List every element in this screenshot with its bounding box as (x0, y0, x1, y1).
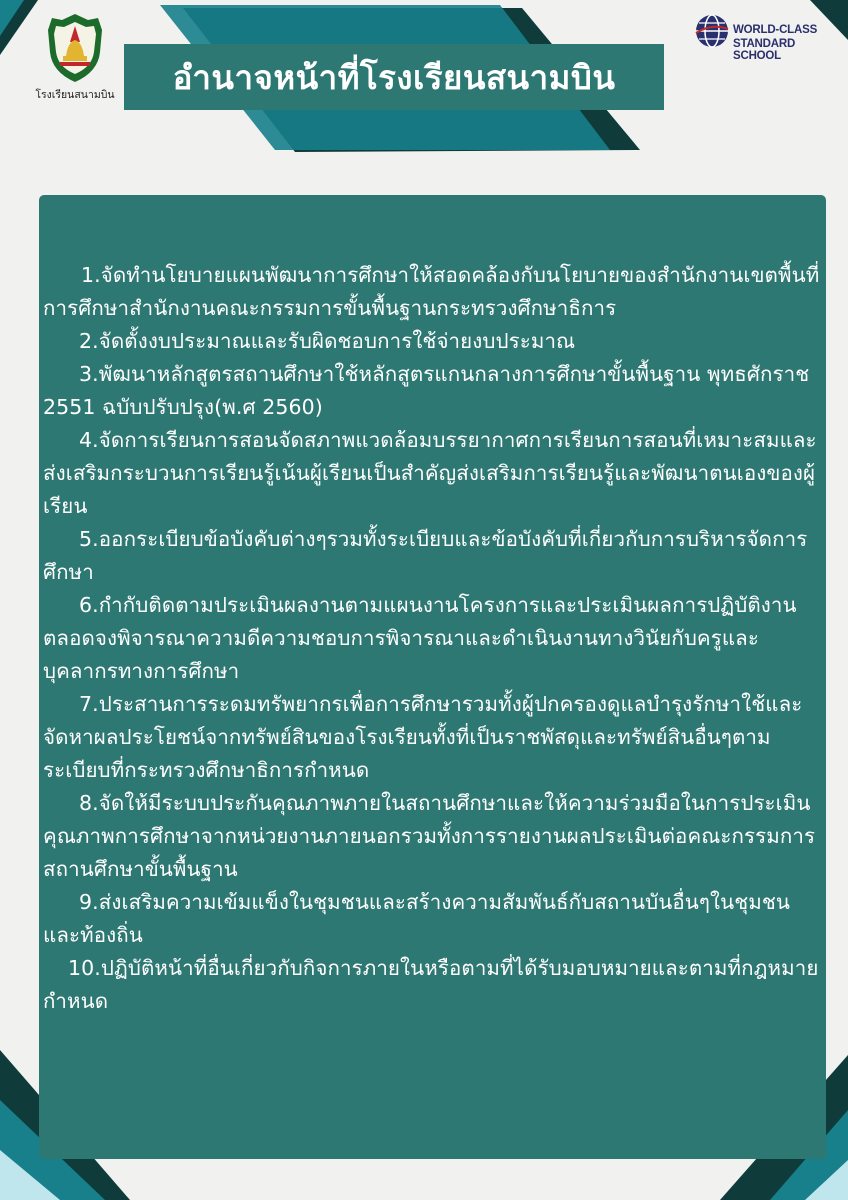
school-logo (30, 12, 120, 112)
duty-text: จัดทำนโยบายแผนพัฒนาการศึกษาให้สอดคล้องกับนโยบายของสำนักงานเขตพื้นที่การศึกษาสำนักงานคณะกรรมการขั้นพื้นฐานกระทรวงศึกษาธิการ (43, 263, 820, 320)
duty-item (43, 688, 820, 787)
duty-number: 9. (79, 890, 99, 914)
duty-text: จัดการเรียนการสอนจัดสภาพแวดล้อมบรรยากาศการเรียนการสอนที่เหมาะสมและส่งเสริมกระบวนการเรียนรู้เน้นผู้เรียนเป็นสำคัญส่งเสริมการเรียนรู้และพัฒนาตนเองของผู้เรียน (43, 428, 817, 518)
duty-item (43, 886, 820, 952)
world-class-standard-logo (694, 12, 834, 64)
duty-item (43, 523, 820, 589)
duty-text: ออกระเบียบข้อบังคับต่างๆรวมทั้งระเบียบและข้อบังคับที่เกี่ยวกับการบริหารจัดการศึกษา (43, 527, 808, 584)
duty-number: 1. (81, 263, 101, 287)
duty-text: จัดตั้งงบประมาณและรับผิดชอบการใช้จ่ายงบประมาณ (98, 329, 576, 353)
duty-text: ส่งเสริมความเข้มแข็งในชุมชนและสร้างความสัมพันธ์กับสถานบันอื่นๆในชุมชนและท้องถิ่น (43, 890, 790, 947)
page-title: อำนาจหน้าที่โรงเรียนสนามบิน (172, 57, 616, 97)
school-logo-caption: โรงเรียนสนามบิน (35, 89, 115, 101)
duty-number: 5. (79, 527, 99, 551)
duty-item (43, 325, 820, 358)
duty-number: 2. (79, 329, 99, 353)
duty-number: 7. (79, 692, 99, 716)
duty-item (43, 358, 820, 424)
duties-panel (39, 195, 826, 1159)
duty-text: จัดให้มีระบบประกันคุณภาพภายในสถานศึกษาและให้ความร่วมมือในการประเมินคุณภาพการศึกษาจากหน่วยงานภายนอกรวมทั้งการรายงานผลประเมินต่อคณะกรรมการสถานศึกษาขั้นพื้นฐาน (43, 791, 816, 881)
duty-number: 6. (79, 593, 99, 617)
duty-number: 4. (79, 428, 99, 452)
duty-text: กำกับติดตามประเมินผลงานตามแผนงานโครงการและประเมินผลการปฏิบัติงานตลอดจงพิจารณาความดีความชอบการพิจารณาและดำเนินงานทางวินัยกับครูและบุคลากรทางการศึกษา (43, 593, 797, 683)
partner-logo-line1: WORLD-CLASS (733, 24, 818, 36)
duty-text: พัฒนาหลักสูตรสถานศึกษาใช้หลักสูตรแกนกลางการศึกษาขั้นพื้นฐาน พุทธศักราช 2551 ฉบับปรับปรุง(พ.ศ 2560) (43, 362, 810, 419)
duty-item (43, 589, 820, 688)
title-banner (124, 44, 664, 110)
school-emblem-icon (46, 12, 104, 84)
duty-number: 3. (79, 362, 99, 386)
duty-text: ประสานการระดมทรัพยากรเพื่อการศึกษารวมทั้งผู้ปกครองดูแลบำรุงรักษาใช้และจัดหาผลประโยชน์จากทรัพย์สินของโรงเรียนทั้งที่เป็นราชพัสดุและทรัพย์สินอื่นๆตามระเบียบที่กระทรวงศึกษาธิการกำหนด (43, 692, 803, 782)
duty-item (43, 424, 820, 523)
duty-number: 10. (68, 956, 101, 980)
duty-number: 8. (79, 791, 99, 815)
duty-text: ปฏิบัติหน้าที่อื่นเกี่ยวกับกิจการภายในหรือตามที่ได้รับมอบหมายและตามที่กฎหมายกำหนด (43, 956, 819, 1013)
globe-icon (694, 13, 730, 49)
duty-item (43, 787, 820, 886)
duty-item (43, 259, 820, 325)
duty-item (43, 952, 820, 1018)
partner-logo-line2: STANDARD SCHOOL (733, 38, 796, 62)
